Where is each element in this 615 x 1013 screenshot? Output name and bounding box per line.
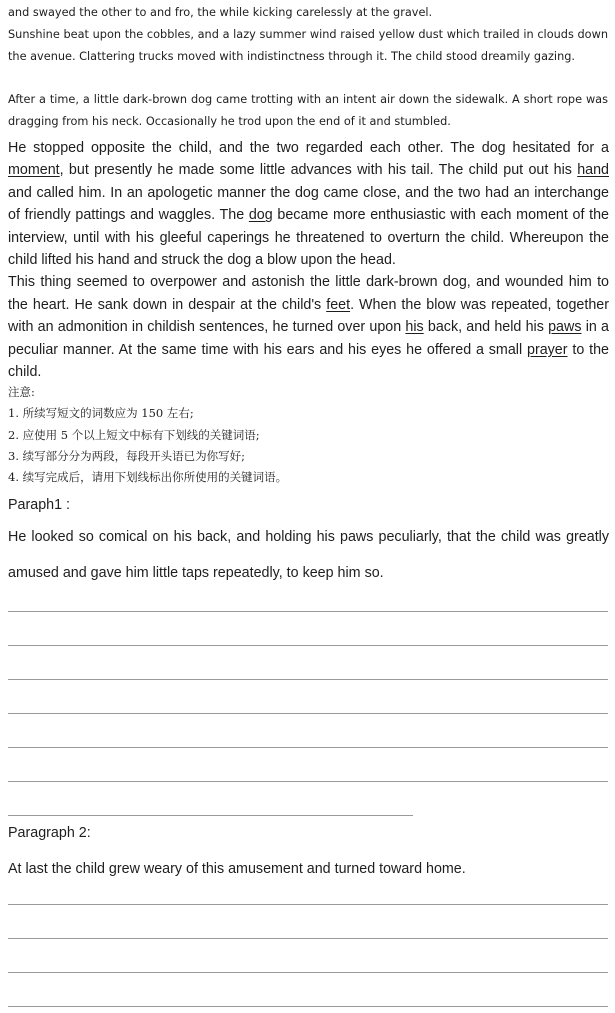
passage-text: back, and held his — [423, 319, 549, 336]
keyword-his: his — [405, 319, 424, 336]
passage-text: , but presently he made some little advances with his tail. The child put out his — [59, 162, 578, 179]
passage-paragraph-2 — [8, 271, 609, 383]
instruction-item: 3. 续写部分分为两段，每段开头语已为你写好; — [8, 448, 245, 463]
writing-line[interactable] — [8, 904, 608, 905]
writing-line[interactable] — [8, 645, 608, 646]
intro-paragraph-2: Sunshine beat upon the cobbles, and a lazy summer wind raised yellow dust which trailed in clouds down the avenue. Clattering trucks moved with indistinctness through it. The child stood dreamily gazing. — [8, 28, 608, 63]
writing-line[interactable] — [8, 1006, 608, 1007]
writing-line[interactable] — [8, 972, 608, 973]
writing-line[interactable] — [8, 747, 608, 748]
passage-paragraph-1 — [8, 137, 609, 271]
writing-line[interactable] — [8, 611, 608, 612]
keyword-prayer: prayer — [527, 341, 568, 358]
paragraph-1-label: Paraph1 : — [8, 497, 70, 513]
writing-line[interactable] — [8, 815, 413, 816]
instructions-block — [8, 382, 608, 488]
paragraph-2-label: Paragraph 2: — [8, 825, 91, 841]
paragraph-2-starter: At last the child grew weary of this amusement and turned toward home. — [8, 861, 466, 877]
passage-text: . When the blow was repeated, together with an admonition in childish sentences, he turned over upon — [8, 296, 609, 336]
instruction-item: 1. 所续写短文的词数应为 150 左右; — [8, 406, 194, 421]
story-passage — [8, 137, 609, 383]
passage-text: to the child. — [8, 341, 610, 381]
instructions-title: 注意: — [8, 385, 35, 399]
writing-line[interactable] — [8, 713, 608, 714]
keyword-paws: paws — [548, 319, 582, 336]
passage-text: and called him. In an apologetic manner the dog came close, and the two had an interchange of friendly pattings and waggles. The — [8, 184, 609, 224]
passage-text: in a peculiar manner. At the same time with his ears and his eyes he offered a small — [8, 319, 609, 358]
keyword-dog: dog — [248, 207, 273, 224]
intro-paragraph-3: After a time, a little dark-brown dog came trotting with an intent air down the sidewalk. A short rope was dragging from his neck. Occasionally he trod upon the end of it and stumbled. — [8, 93, 608, 128]
instruction-item: 2. 应使用 5 个以上短文中标有下划线的关键词语; — [8, 427, 260, 442]
instruction-item: 4. 续写完成后，请用下划线标出你所使用的关键词语。 — [8, 470, 288, 485]
passage-text: This thing seemed to overpower and astonish the little dark-brown dog, and wounded him to the heart. He sank down in despair at the child's — [8, 274, 609, 313]
keyword-feet: feet — [326, 296, 351, 313]
keyword-hand: hand — [577, 162, 609, 179]
keyword-moment: moment — [8, 162, 60, 179]
passage-text: He stopped opposite the child, and the two regarded each other. The dog hesitated for a — [8, 140, 609, 156]
writing-line[interactable] — [8, 679, 608, 680]
intro-line-1: and swayed the other to and fro, the while kicking carelessly at the gravel. — [8, 6, 433, 19]
passage-text: became more enthusiastic with each moment of the interview, until with his gleeful caperings he threatened to overturn the child. Whereupon the child lifted his hand and struck the dog a blow upon the head. — [8, 207, 609, 269]
writing-line[interactable] — [8, 938, 608, 939]
writing-line[interactable] — [8, 781, 608, 782]
paragraph-1-starter: He looked so comical on his back, and holding his paws peculiarly, that the child was greatly amused and gave him little taps repeatedly, to keep him so. — [8, 529, 609, 581]
